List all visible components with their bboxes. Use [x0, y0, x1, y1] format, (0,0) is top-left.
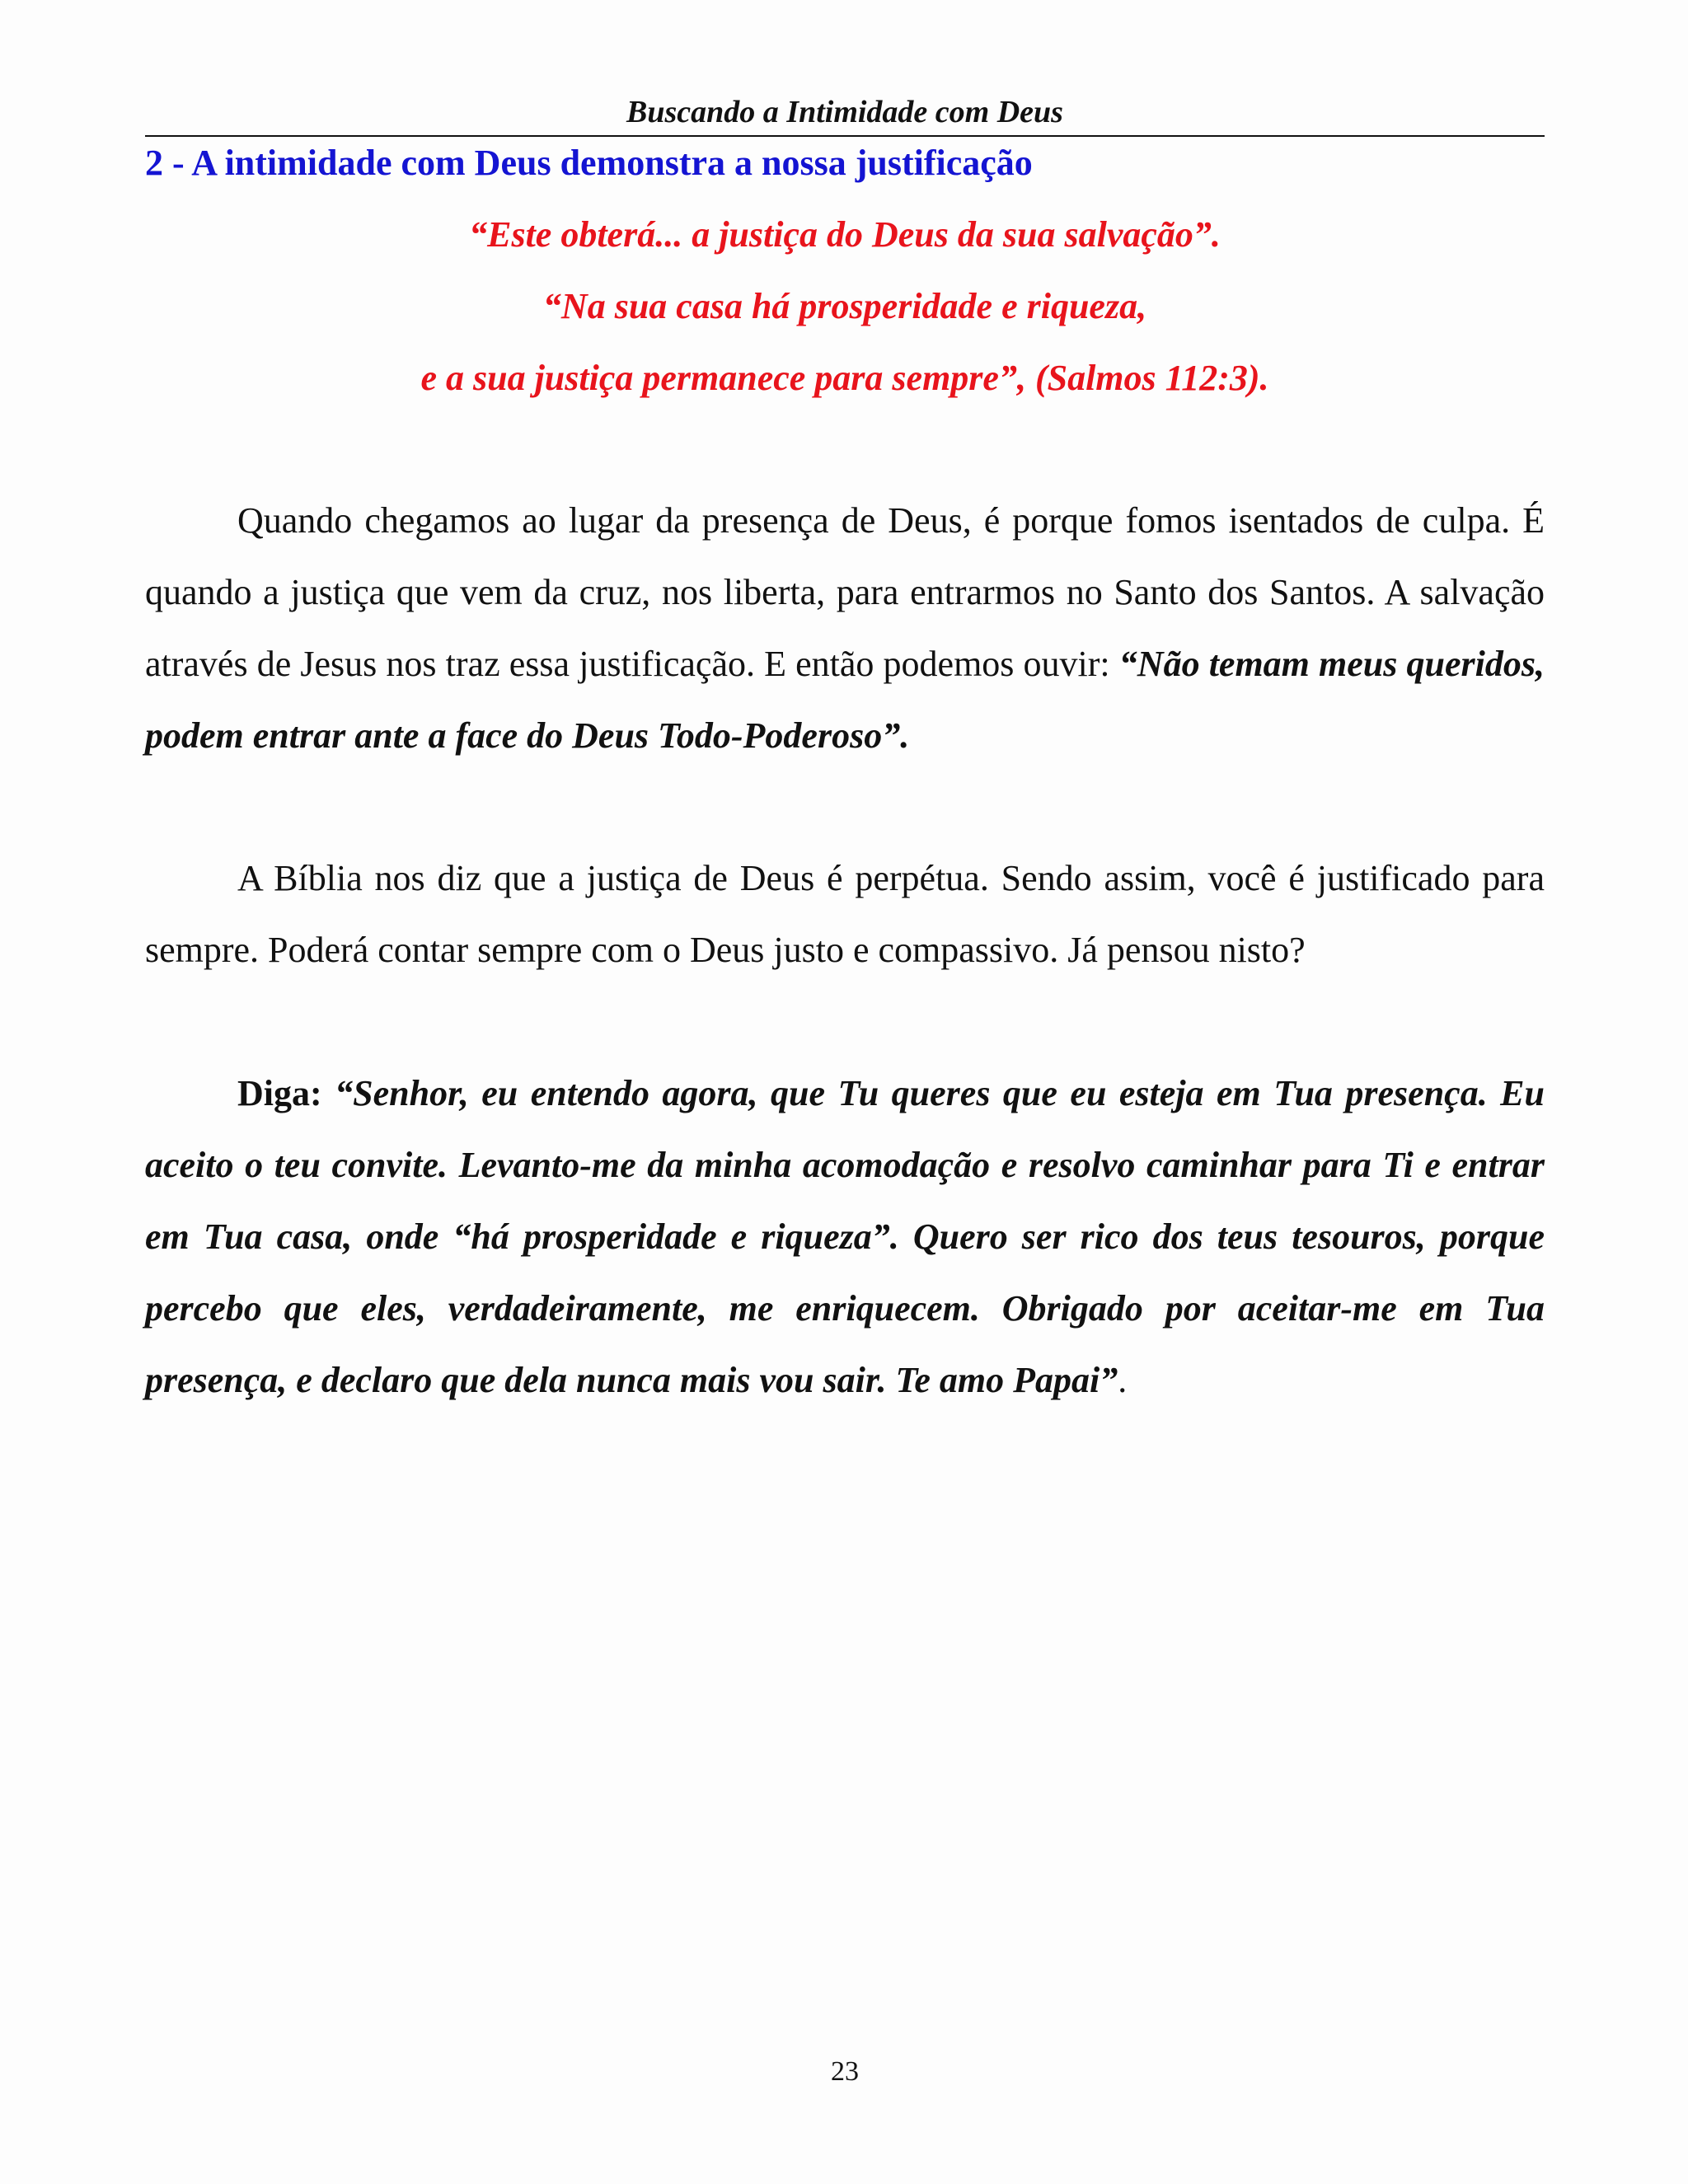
paragraph-1-quote: “Não temam meus queridos, podem entrar ante a face do Deus Todo-Poderoso”.: [145, 644, 1545, 756]
section-heading: 2 - A intimidade com Deus demonstra a nossa justificação: [145, 143, 1033, 183]
epigraph-line-3: e a sua justiça permanece para sempre”, (Salmos 112:3).: [420, 358, 1269, 398]
paragraph-1: [145, 485, 1545, 771]
prayer-end: .: [1118, 1360, 1128, 1400]
paragraph-1-text: Quando chegamos ao lugar da presença de Deus, é porque fomos isentados de culpa. É quando a justiça que vem da cruz, nos liberta, para entrarmos no Santo dos Santos. A salvação através de Jesus nos traz essa justificação. E então podemos ouvir:: [145, 500, 1545, 684]
prayer-text: “Senhor, eu entendo agora, que Tu queres que eu esteja em Tua presença. Eu aceito o teu convite. Levanto-me da minha acomodação e resolvo caminhar para Ti e entrar em Tua casa, onde “há prosperidade e riqueza”. Quero ser rico dos teus tesouros, porque percebo que eles, verdadeiramente, me enriquecem. Obrigado por aceitar-me em Tua presença, e declaro que dela nunca mais vou sair. Te amo Papai”: [145, 1073, 1545, 1400]
paragraph-2: A Bíblia nos diz que a justiça de Deus é perpétua. Sendo assim, você é justificado para sempre. Poderá contar sempre com o Deus justo e compassivo. Já pensou nisto?: [145, 858, 1545, 970]
page-number: 23: [831, 2056, 859, 2087]
prayer-label: Diga:: [237, 1073, 322, 1113]
running-header: Buscando a Intimidade com Deus: [626, 95, 1063, 129]
epigraph-line-1: “Este obterá... a justiça do Deus da sua salvação”.: [469, 214, 1221, 255]
epigraph-line-2: “Na sua casa há prosperidade e riqueza,: [542, 286, 1147, 326]
paragraph-3: [145, 1057, 1545, 1416]
header-divider: [145, 135, 1545, 137]
